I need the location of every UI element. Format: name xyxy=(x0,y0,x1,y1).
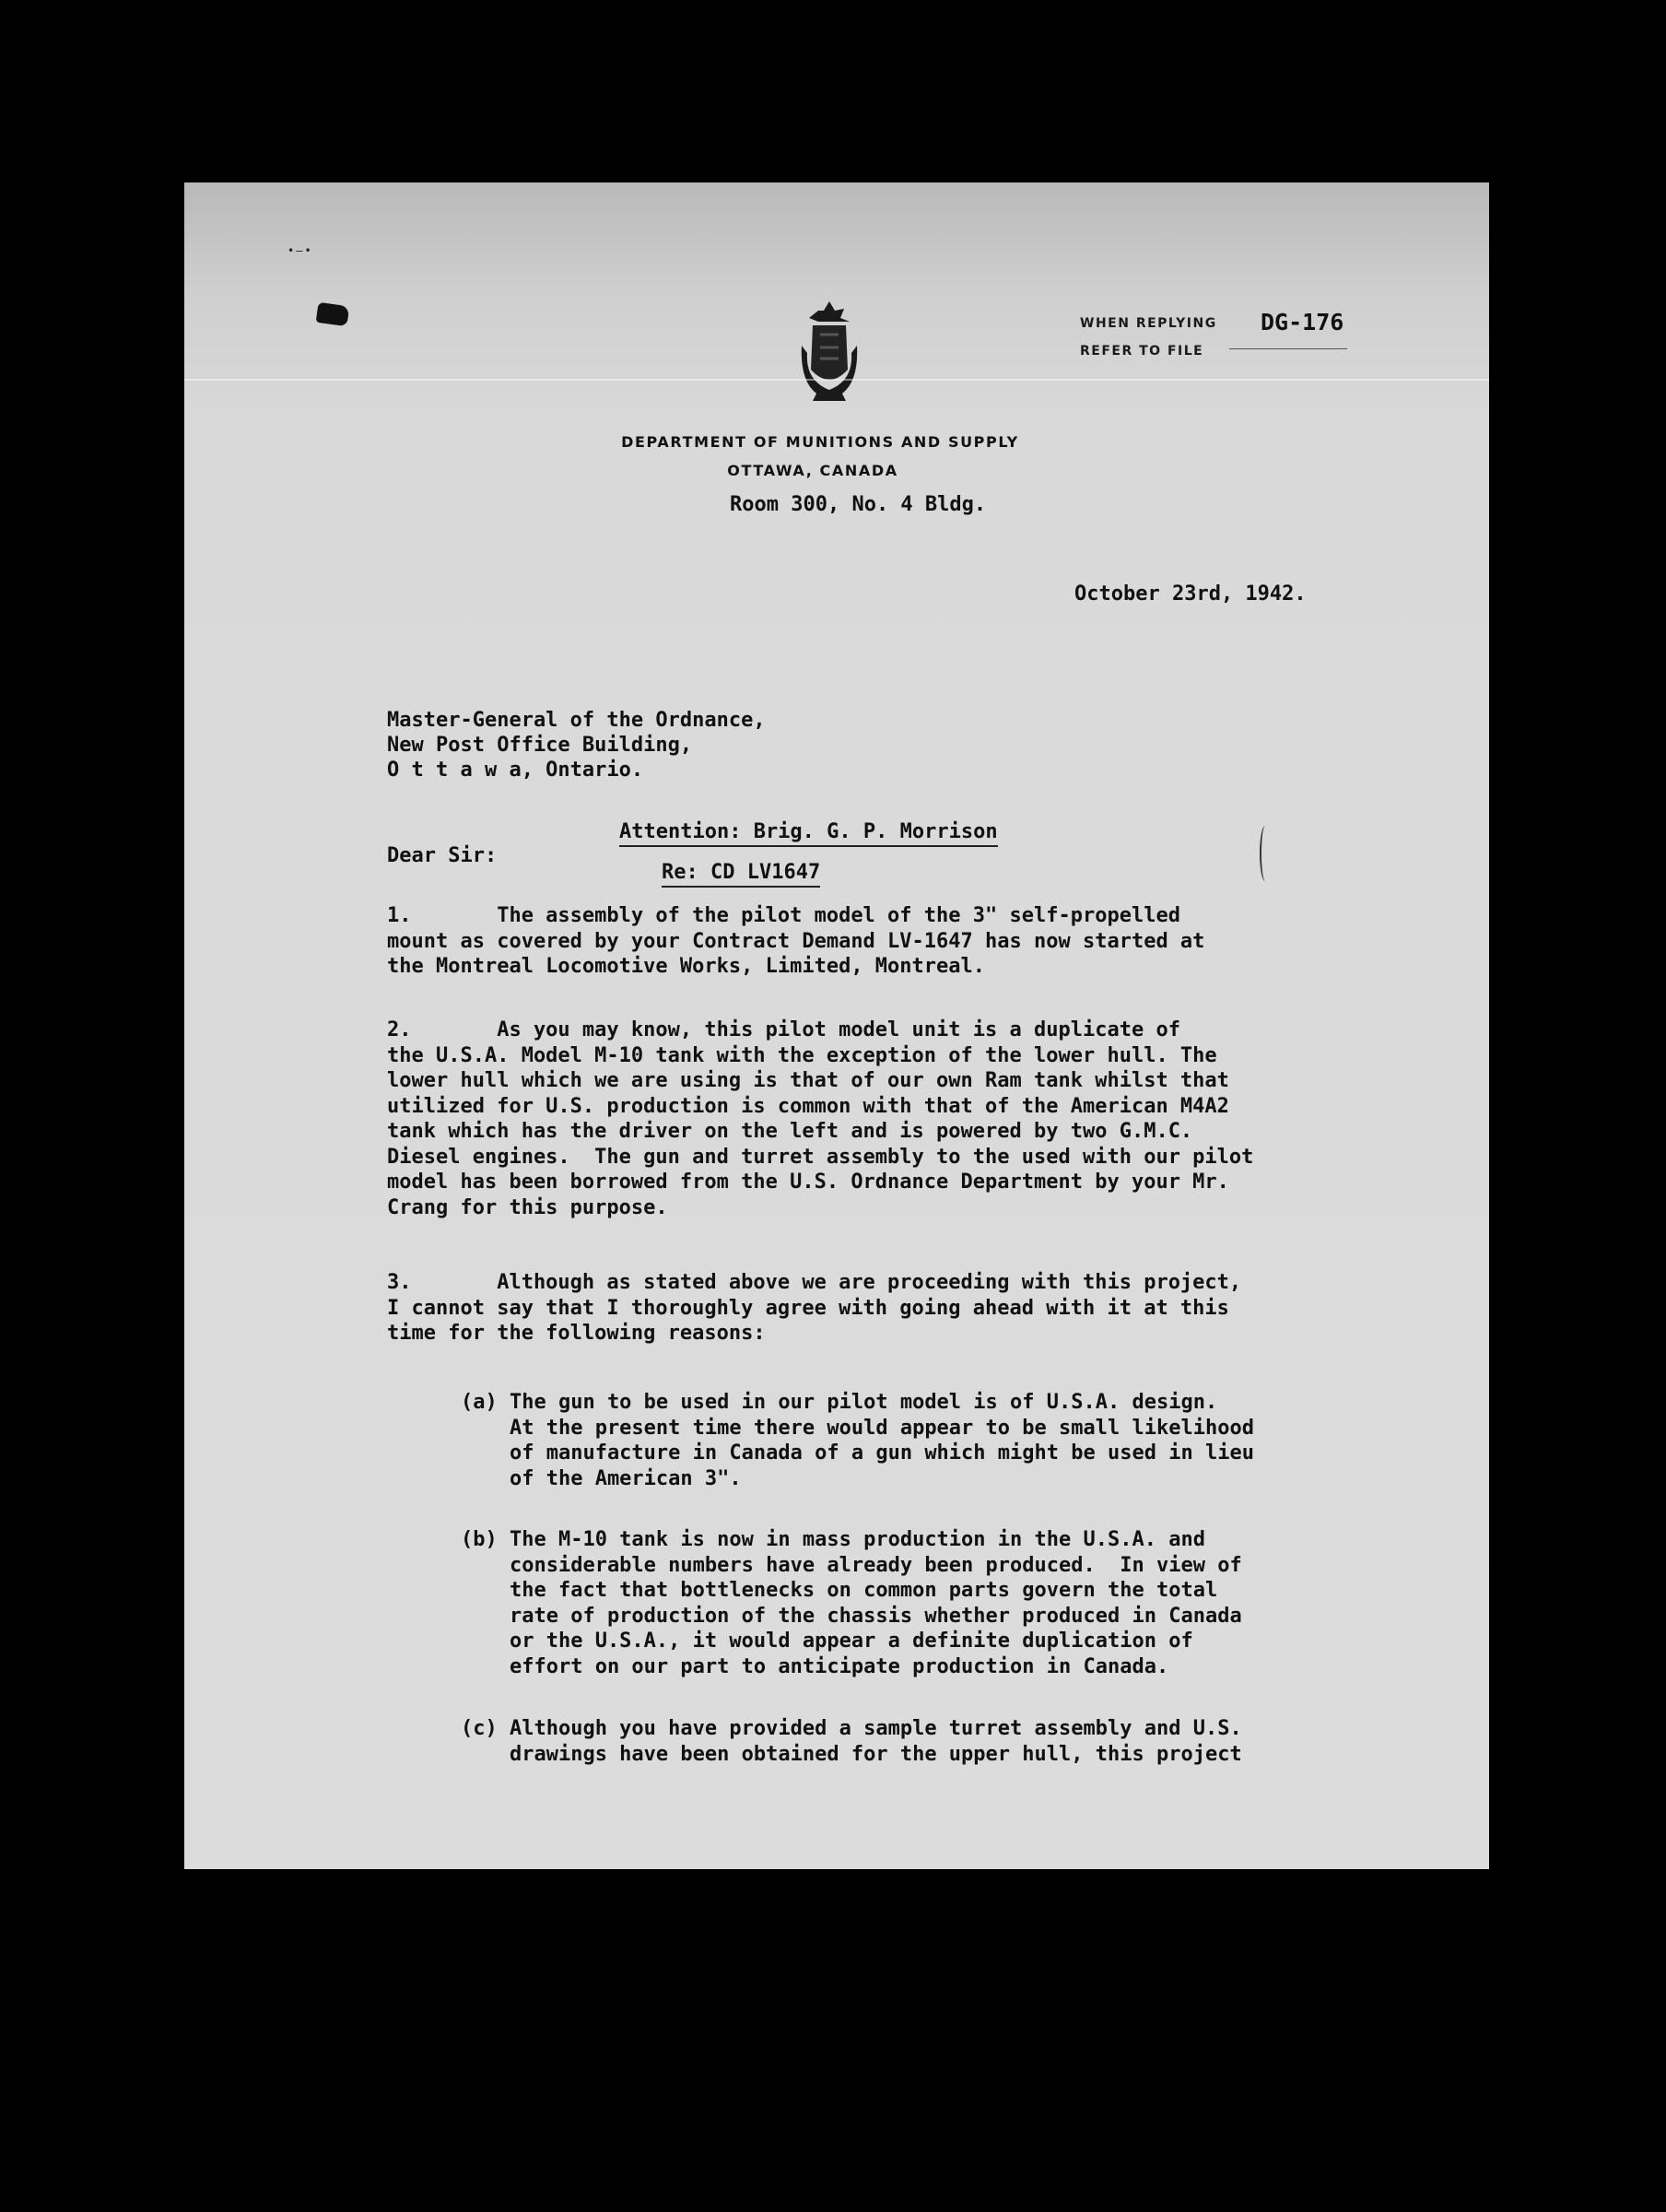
replying-notice xyxy=(1080,310,1217,365)
pencil-mark xyxy=(1260,826,1271,881)
ink-blot xyxy=(316,302,350,327)
paragraph-1: 1. The assembly of the pilot model of the 3" self-propelled mount as covered by your Contract Demand LV-1647 has now started at the Montreal Locomotive Works, Limited, Montreal. xyxy=(387,904,1205,978)
coat-of-arms-icon xyxy=(800,298,859,408)
letter-date: October 23rd, 1942. xyxy=(1074,582,1307,606)
subitem-b: (b) The M-10 tank is now in mass production in the U.S.A. and considerable numbers have already been produced. In view of the fact that bottlenecks on common parts govern the total rate of production of the chassis whether produced in Canada or the U.S.A., it would appear a definite duplication of effort on our part to anticipate production in Canada. xyxy=(461,1528,1242,1678)
recipient-line: O t t a w a, Ontario. xyxy=(387,759,644,782)
room-address: Room 300, No. 4 Bldg. xyxy=(730,493,987,516)
paragraph-3: 3. Although as stated above we are proceeding with this project, I cannot say that I thoroughly agree with going ahead with it at this time for the following reasons: xyxy=(387,1271,1242,1345)
paragraph-2: 2. As you may know, this pilot model unit is a duplicate of the U.S.A. Model M-10 tank with the exception of the lower hull. The lower hull which we are using is that of our own Ram tank whilst that utilized for U.S. production is common with that of the American M4A2 tank which has the driver on the left and is powered by two G.M.C. Diesel engines. The gun and turret assembly to the used with our pilot model has been borrowed from the U.S. Ordnance Department by your Mr. Crang for this purpose. xyxy=(387,1018,1254,1219)
subitem-a: (a) The gun to be used in our pilot model is of U.S.A. design. At the present time there would appear to be small likelihood of manufacture in Canada of a gun which might be used in lieu of the American 3". xyxy=(461,1391,1254,1490)
recipient-line: New Post Office Building, xyxy=(387,734,693,757)
refer-to-file-label: REFER TO FILE xyxy=(1080,344,1204,359)
department-city: OTTAWA, CANADA xyxy=(727,462,898,479)
file-number: DG-176 xyxy=(1261,309,1344,335)
department-name: DEPARTMENT OF MUNITIONS AND SUPPLY xyxy=(621,433,1019,451)
punch-mark: •—• xyxy=(287,244,313,257)
letter-page xyxy=(184,182,1489,1869)
recipient-address xyxy=(387,708,766,782)
salutation: Dear Sir: xyxy=(387,844,498,867)
attention-line: Attention: Brig. G. P. Morrison xyxy=(619,820,998,847)
recipient-line: Master-General of the Ordnance, xyxy=(387,709,766,732)
subitem-c: (c) Although you have provided a sample turret assembly and U.S. drawings have been obtained for the upper hull, this project xyxy=(461,1717,1242,1766)
when-replying-label: WHEN REPLYING xyxy=(1080,316,1217,331)
subject-line: Re: CD LV1647 xyxy=(662,861,820,888)
file-underline xyxy=(1229,348,1347,349)
